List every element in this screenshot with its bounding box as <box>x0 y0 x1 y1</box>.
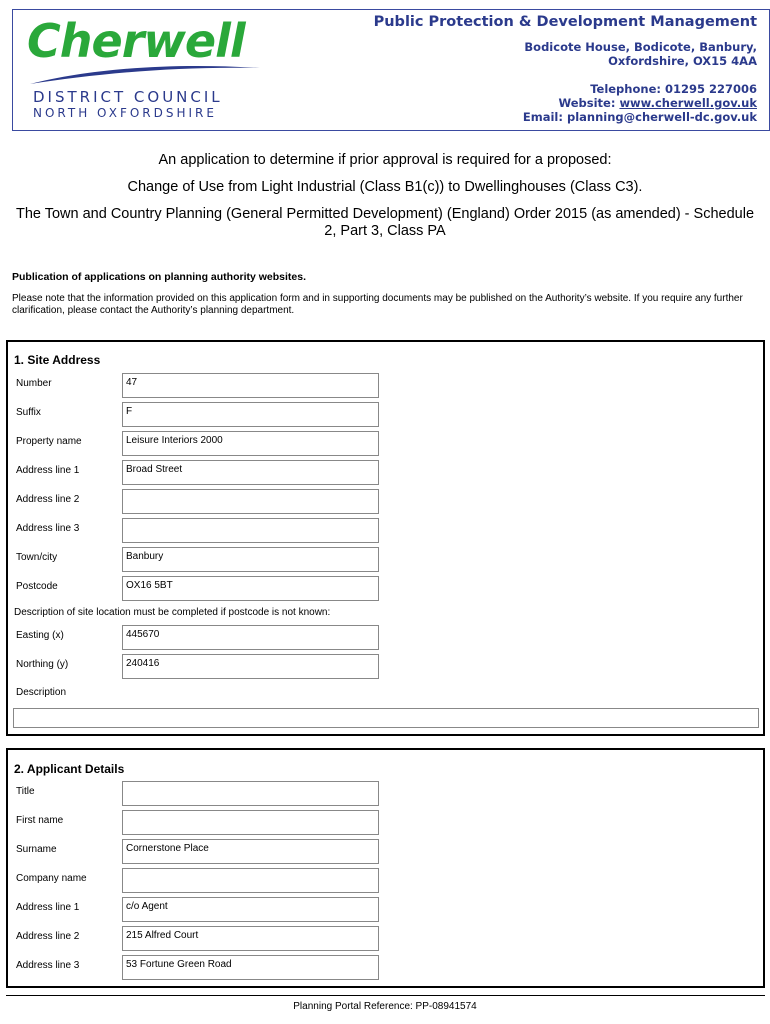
council-logo-text: Cherwell <box>27 14 245 68</box>
portal-reference: Planning Portal Reference: PP-08941574 <box>293 1001 477 1012</box>
publication-heading: Publication of applications on planning authority websites. <box>12 271 307 283</box>
section-title: 1. Site Address <box>14 353 101 367</box>
town-city-input[interactable]: Banbury <box>122 547 379 572</box>
field-town-city <box>8 547 763 572</box>
form-titles <box>0 152 770 240</box>
field-applicant-address-line-2 <box>8 926 763 951</box>
title-line-1: An application to determine if prior approval is required for a proposed: <box>158 152 612 168</box>
field-address-line-1 <box>8 460 763 485</box>
field-easting <box>8 625 763 650</box>
field-label: Address line 2 <box>16 494 80 505</box>
suffix-input[interactable]: F <box>122 402 379 427</box>
surname-input[interactable]: Cornerstone Place <box>122 839 379 864</box>
website-line <box>374 96 757 110</box>
field-label: Town/city <box>16 552 58 563</box>
address-line-2: Oxfordshire, OX15 4AA <box>608 54 757 68</box>
department-title: Public Protection & Development Management <box>373 14 757 30</box>
address-line-1: Bodicote House, Bodicote, Banbury, <box>524 40 757 54</box>
northing-input[interactable]: 240416 <box>122 654 379 679</box>
postcode-input[interactable]: OX16 5BT <box>122 576 379 601</box>
applicant-details-section <box>6 748 765 988</box>
easting-input[interactable]: 445670 <box>122 625 379 650</box>
first-name-input[interactable] <box>122 810 379 835</box>
field-property-name <box>8 431 763 456</box>
field-applicant-address-line-1 <box>8 897 763 922</box>
description-input[interactable] <box>13 708 759 728</box>
title-line-2: Change of Use from Light Industrial (Class B1(c)) to Dwellinghouses (Class C3). <box>127 179 643 195</box>
telephone: Telephone: 01295 227006 <box>590 82 757 96</box>
field-company-name <box>8 868 763 893</box>
field-number <box>8 373 763 398</box>
title-input[interactable] <box>122 781 379 806</box>
number-input[interactable]: 47 <box>122 373 379 398</box>
field-northing <box>8 654 763 679</box>
field-label: Surname <box>16 844 57 855</box>
site-address-section <box>6 340 765 736</box>
field-label: Address line 3 <box>16 960 80 971</box>
field-address-line-2 <box>8 489 763 514</box>
location-note: Description of site location must be completed if postcode is not known: <box>14 607 331 618</box>
applicant-address-line-3-input[interactable]: 53 Fortune Green Road <box>122 955 379 980</box>
footer-divider <box>6 995 765 996</box>
property-name-input[interactable]: Leisure Interiors 2000 <box>122 431 379 456</box>
field-label: Address line 3 <box>16 523 80 534</box>
field-label: Property name <box>16 436 82 447</box>
field-label: Northing (y) <box>16 659 69 670</box>
address-line-3-input[interactable] <box>122 518 379 543</box>
field-label: Address line 1 <box>16 902 80 913</box>
field-label: Suffix <box>16 407 41 418</box>
website-link[interactable]: www.cherwell.gov.uk <box>619 96 757 110</box>
letterhead <box>12 9 770 131</box>
field-first-name <box>8 810 763 835</box>
logo-swoosh-icon <box>25 58 265 88</box>
applicant-address-line-1-input[interactable]: c/o Agent <box>122 897 379 922</box>
field-address-line-3 <box>8 518 763 543</box>
section-title: 2. Applicant Details <box>14 762 125 776</box>
field-label: Number <box>16 378 52 389</box>
field-suffix <box>8 402 763 427</box>
field-label: Address line 1 <box>16 465 80 476</box>
field-label: First name <box>16 815 64 826</box>
description-label: Description <box>16 687 67 698</box>
field-surname <box>8 839 763 864</box>
field-label: Address line 2 <box>16 931 80 942</box>
title-line-3: The Town and Country Planning (General Permitted Development) (England) Order 2015 (as amended) - Schedule 2, Part 3, Class PA <box>15 206 755 239</box>
field-label: Title <box>16 786 35 797</box>
contact-block <box>374 14 757 124</box>
website-label: Website: <box>558 96 620 110</box>
applicant-address-line-2-input[interactable]: 215 Alfred Court <box>122 926 379 951</box>
logo-north-oxfordshire: NORTH OXFORDSHIRE <box>33 106 217 120</box>
field-applicant-address-line-3 <box>8 955 763 980</box>
field-postcode <box>8 576 763 601</box>
address-line-2-input[interactable] <box>122 489 379 514</box>
address-line-1-input[interactable]: Broad Street <box>122 460 379 485</box>
field-label: Company name <box>16 873 87 884</box>
logo-district-council: DISTRICT COUNCIL <box>33 88 223 106</box>
field-label: Easting (x) <box>16 630 64 641</box>
publication-text: Please note that the information provided on this application form and in supporting documents may be published on the Authority’s website. If you require any further clarification, please contact the Authority’s planning department. <box>12 293 743 316</box>
email[interactable]: Email: planning@cherwell-dc.gov.uk <box>522 110 757 124</box>
company-name-input[interactable] <box>122 868 379 893</box>
field-title <box>8 781 763 806</box>
field-label: Postcode <box>16 581 58 592</box>
